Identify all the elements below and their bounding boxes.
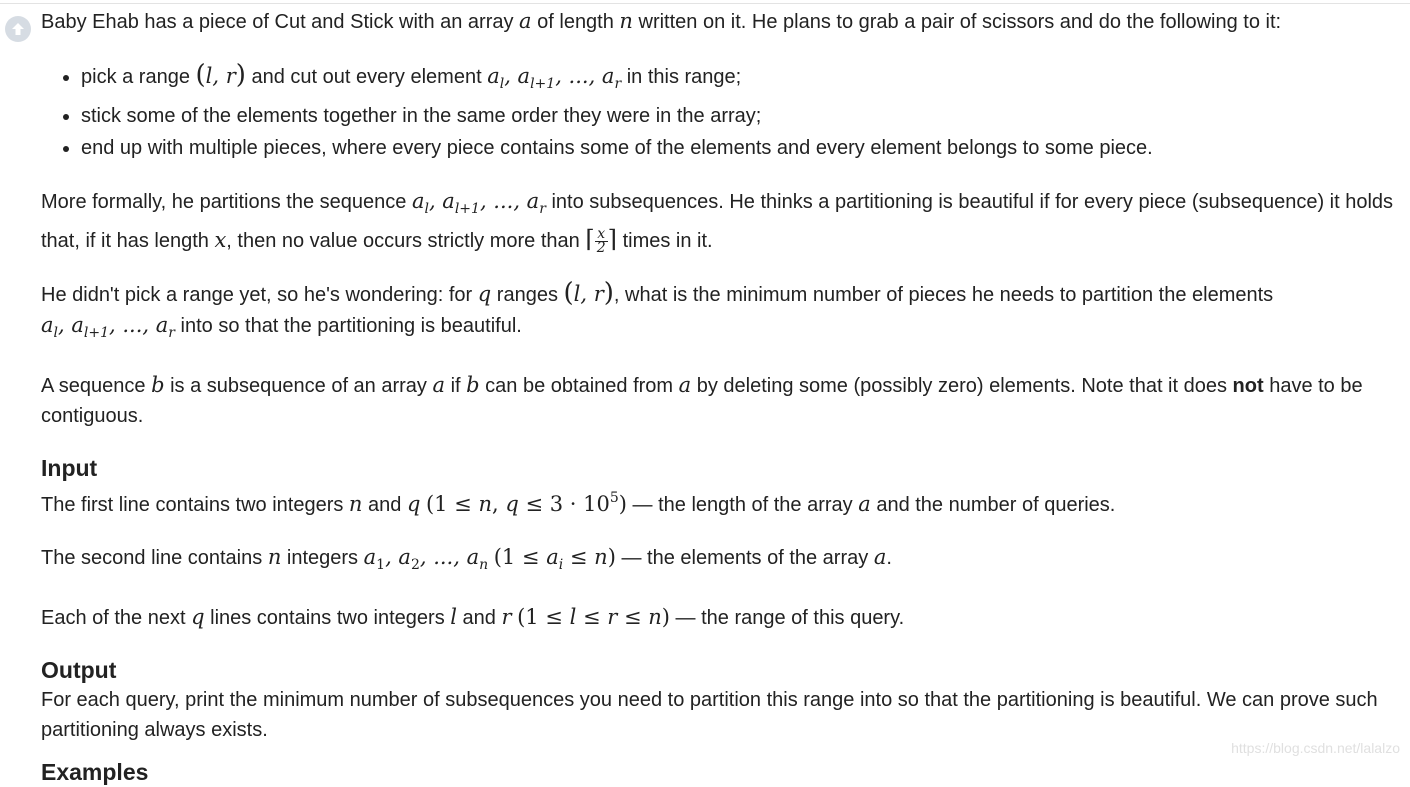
formal-paragraph: More formally, he partitions the sequence $a_l$, $a_{l+1}$, ..., $a_r$ into subsequences. He thinks a partitioning is beautiful if for every piece (subsequence) it holds that, if it has length x, then no value occurs strictly more than ⌈ $\frac{x}{2}$ ⌉ times in it. (41, 189, 1394, 256)
query-paragraph: He didn't pick a range yet, so he's wondering: for q ranges (l, r), what is the minimum number of pieces he needs to partition the elements $a_l$, $a_{l+1}$, ..., $a_r$ into so that the partitioning is beautiful. (41, 278, 1274, 341)
intro-paragraph: Baby Ehab has a piece of Cut and Stick with an array a of length n written on it. He plans to grab a pair of scissors and do the following to it: (41, 9, 1282, 33)
arrow-up-circle-icon (10, 21, 26, 37)
subsequence-paragraph: A sequence b is a subsequence of an array a if b can be obtained from a by deleting some (possibly zero) elements. Note that it does not have to be contiguous. (41, 373, 1363, 427)
scroll-top-button[interactable] (5, 16, 31, 42)
watermark: https://blog.csdn.net/lalalzo (1231, 740, 1400, 756)
list-item: • stick some of the elements together in the same order they were in the array; (81, 100, 1396, 132)
top-divider (0, 3, 1410, 4)
problem-statement (41, 6, 1396, 767)
input-line-3: Each of the next q lines contains two integers l and r (1 ≤ l ≤ r ≤ n) — the range of this query. (41, 605, 905, 629)
examples-heading: Examples (41, 759, 149, 785)
input-line-1: The first line contains two integers n and q (1 ≤ n, $q \le 3 \cdot 10^5$) — the length of the array a and the number of queries. (41, 490, 1116, 516)
operations-list (41, 59, 1396, 164)
list-item: • end up with multiple pieces, where every piece contains some of the elements and every element belongs to some piece. (81, 132, 1396, 164)
list-item: • pick a range (l, r) and cut out every element $a_l$, $a_{l+1}$, ..., $a_r$ in this range; (81, 59, 1396, 100)
input-line-2: The second line contains n integers $a_1$, $a_2$, ..., $a_n$ $(1 \le a_i \le n)$ — the elements of the array a. (41, 545, 892, 573)
output-heading: Output (41, 657, 117, 683)
output-text: For each query, print the minimum number of subsequences you need to partition this range into so that the partitioning is beautiful. We can prove such partitioning always exists. (41, 689, 1378, 741)
input-heading: Input (41, 455, 98, 481)
